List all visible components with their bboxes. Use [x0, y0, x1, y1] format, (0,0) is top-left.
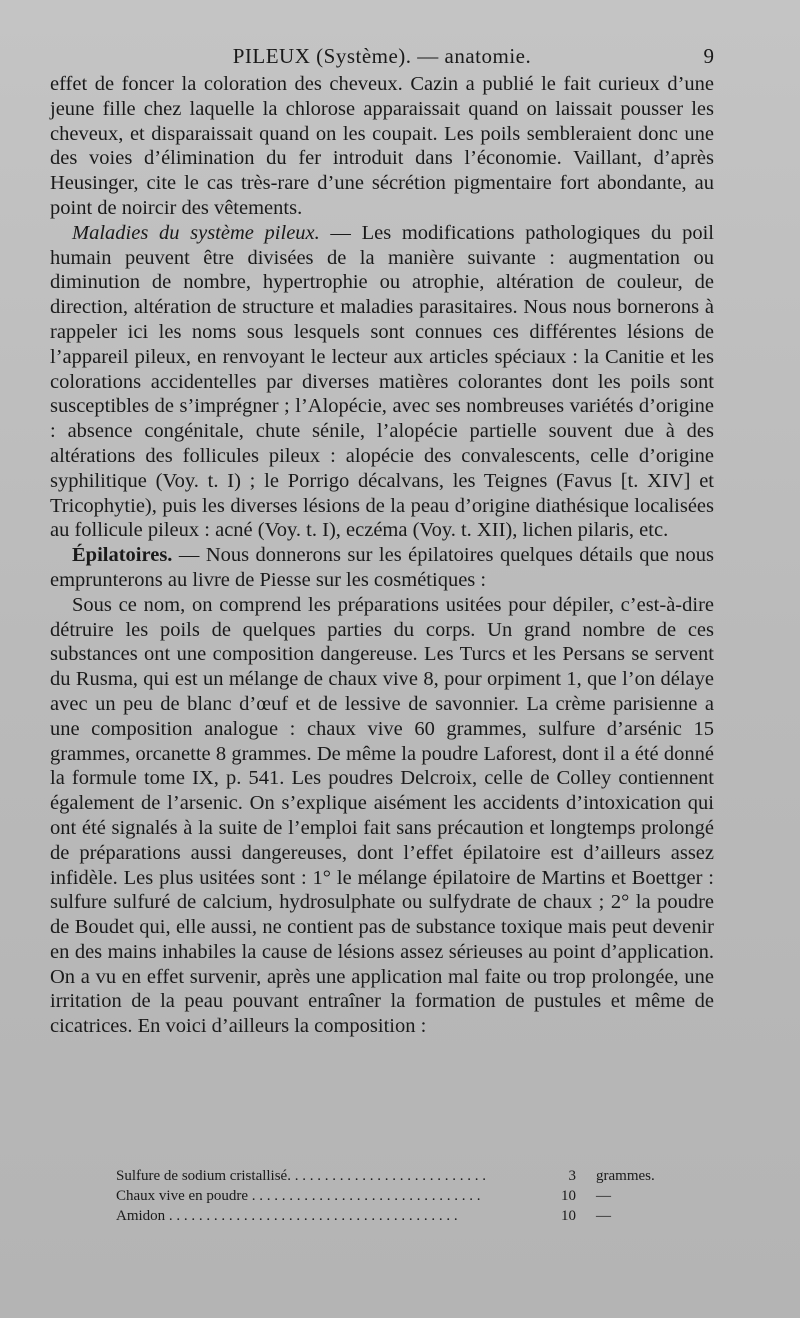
- formula-row: [116, 1206, 676, 1226]
- formula-quantity: 3: [568, 1168, 576, 1184]
- formula-ingredient: Sulfure de sodium cristallisé. . . . . . . . . . . . . . . . . . . . . . . . . . .: [116, 1168, 486, 1184]
- formula-ingredient: Amidon . . . . . . . . . . . . . . . . . . . . . . . . . . . . . . . . . . . . . . .: [116, 1208, 458, 1224]
- formula-row: [116, 1186, 676, 1206]
- paragraph-maladies-text: — Les modifications pathologiques du poil humain peuvent être divisées de la manière suivante : augmentation ou diminution de nombre, hypertrophie ou atrophie, altération de couleur, de direction, altération de structure et maladies parasitaires. Nous nous bornerons à rappeler ici les noms sous lesquels sont connues ces différentes lésions de l’appareil pileux, en renvoyant le lecteur aux articles spéciaux : la Canitie et les colorations accidentelles par diverses matières colorantes dont les poils sont susceptibles de s’imprégner ; l’Alopécie, avec ses nombreuses variétés d’origine : absence congénitale, chute sénile, l’alopécie partielle souvent due à des altérations des follicules pileux : alopécie des convalescents, celle d’origine syphilitique (Voy. t. I) ; le Porrigo décalvans, les Teignes (Favus [t. XIV] et Tricophytie), puis les diverses lésions de la peau d’origine diathésique localisées au follicule pileux : acné (Voy. t. I), eczéma (Voy. t. XII), lichen pilaris, etc.: [50, 221, 714, 542]
- formula-quantity: 10: [561, 1208, 576, 1224]
- formula-unit: —: [596, 1208, 611, 1224]
- paragraph-1: [50, 72, 714, 221]
- running-head: PILEUX (Système). — anatomie.: [232, 44, 532, 68]
- formula-ingredient: Chaux vive en poudre . . . . . . . . . . . . . . . . . . . . . . . . . . . . . . .: [116, 1188, 481, 1204]
- paragraph-epilatoires: [50, 543, 714, 593]
- paragraph-sous-ce-nom-text: Sous ce nom, on comprend les préparations usitées pour dépiler, c’est-à-dire détruire les poils de quelques parties du corps. Un grand nombre de ces substances ont une composition dangereuse. Les Turcs et les Persans se servent du Rusma, qui est un mélange de chaux vive 8, pour orpiment 1, que l’on délaye avec un peu de blanc d’œuf et de lessive de savonnier. La crème parisienne a une composition analogue : chaux vive 60 grammes, sulfure d’arsénic 15 grammes, orcanette 8 grammes. De même la poudre Laforest, dont il a été donné la formule tome IX, p. 541. Les poudres Delcroix, celle de Colley contiennent également de l’arsenic. On s’explique aisément les accidents d’intoxication qui ont été signalés à la suite de l’emploi fait sans précaution et longtemps prolongé de préparations aussi dangereuses, dont l’effet épilatoire est d’ailleurs assez infidèle. Les plus usitées sont : 1° le mélange épilatoire de Martins et Boettger : sulfure sulfuré de calcium, hydrosulphate ou sulfydrate de chaux ; 2° la poudre de Boudet qui, elle aussi, ne contient pas de substance toxique mais peut devenir en des mains inhabiles la cause de lésions assez sérieuses au point d’application. On a vu en effet survenir, après une application mal faite ou trop prolongée, une irritation de la peau pouvant entraîner la formation de pustules et même de cicatrices. En voici d’ailleurs la composition :: [50, 593, 714, 1038]
- paragraph-epilatoires-text: — Nous donnerons sur les épilatoires quelques détails que nous emprunterons au livre de Piesse sur les cosmétiques :: [50, 544, 714, 591]
- formula-table: [116, 1166, 676, 1226]
- section-heading-epilatoires: Épilatoires.: [72, 544, 173, 567]
- page-header: [50, 44, 714, 72]
- page-number: 9: [703, 44, 714, 68]
- formula-unit: grammes.: [596, 1168, 655, 1184]
- paragraph-1-text: effet de foncer la coloration des cheveux. Cazin a publié le fait curieux d’une jeune fille chez laquelle la chlorose apparaissait quand on laissait pousser les cheveux, et disparaissait quand on les coupait. Les poils sembleraient donc une des voies d’élimination du fer introduit dans l’économie. Vaillant, d’après Heusinger, cite le cas très-rare d’une sécrétion pigmentaire fort abondante, au point de noircir des vêtements.: [50, 73, 714, 219]
- paragraph-sous-ce-nom: [50, 593, 714, 1039]
- section-heading-maladies: Maladies du système pileux.: [72, 221, 320, 244]
- formula-row: [116, 1166, 676, 1186]
- paragraph-maladies: [50, 221, 714, 543]
- formula-unit: —: [596, 1188, 611, 1204]
- body-text: [50, 72, 714, 1039]
- formula-quantity: 10: [561, 1188, 576, 1204]
